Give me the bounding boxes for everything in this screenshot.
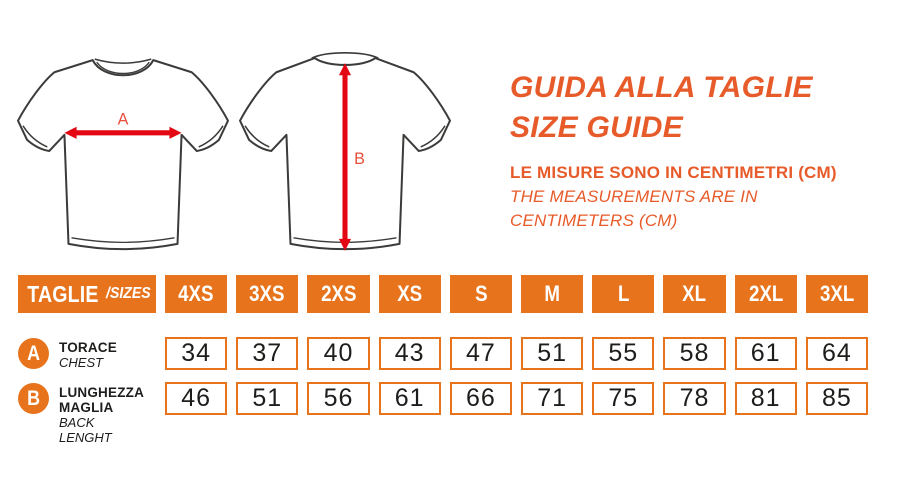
row-label-english: BACK LENGHT: [59, 415, 112, 445]
value-cell-a-2xs: 40: [307, 337, 369, 370]
size-column-label: L: [617, 281, 630, 306]
value-cell-b-2xs: 56: [307, 382, 369, 415]
table-corner-header: [18, 275, 156, 313]
value-cell-a-xl: 58: [663, 337, 725, 370]
tshirt-front-drawing: [12, 46, 234, 258]
size-column-header-2xs: [307, 275, 369, 313]
size-column-label: 3XS: [249, 281, 285, 306]
size-column-header-xl: [663, 275, 725, 313]
page-title-italian: GUIDA ALLA TAGLIE: [510, 71, 813, 104]
size-column-header-2xl: [735, 275, 797, 313]
size-column-label: 3XL: [819, 281, 855, 306]
size-table-header-row: [18, 275, 868, 313]
corner-label-english: /SIZES: [105, 285, 151, 302]
size-column-header-3xs: [236, 275, 298, 313]
size-column-header-l: [592, 275, 654, 313]
value-cell-a-3xs: 37: [236, 337, 298, 370]
row-letter: A: [27, 341, 40, 365]
size-column-label: XL: [682, 281, 707, 306]
row-label-text: [59, 382, 155, 445]
size-table-body: [18, 337, 868, 445]
value-cell-b-3xs: 51: [236, 382, 298, 415]
tshirt-back-diagram: [234, 46, 456, 258]
corner-label-italian: TAGLIE: [27, 280, 99, 307]
size-column-label: XS: [397, 281, 423, 306]
size-column-label: 2XL: [748, 281, 783, 306]
value-cell-b-m: 71: [521, 382, 583, 415]
value-cell-b-4xs: 46: [165, 382, 227, 415]
row-label-text: [59, 337, 117, 370]
size-column-header-4xs: [165, 275, 227, 313]
heading-block: [510, 68, 894, 233]
page-title-english: SIZE GUIDE: [510, 111, 684, 144]
row-label-italian: LUNGHEZZA MAGLIA: [59, 385, 144, 415]
value-cell-a-4xs: 34: [165, 337, 227, 370]
size-column-label: 2XS: [320, 281, 357, 306]
subtitle-english-line1: THE MEASUREMENTS ARE IN: [510, 187, 758, 206]
size-column-header-xs: [379, 275, 441, 313]
row-letter-badge-a: [18, 338, 49, 369]
row-header-b: [18, 382, 156, 445]
size-column-header-3xl: [806, 275, 868, 313]
size-column-label: M: [544, 281, 560, 306]
size-column-label: S: [474, 281, 488, 306]
row-letter: B: [27, 386, 40, 410]
subtitle-english-line2: CENTIMETERS (CM): [510, 211, 678, 230]
tshirt-front-diagram: [12, 46, 234, 258]
value-cell-b-xs: 61: [379, 382, 441, 415]
row-letter-badge-b: [18, 383, 49, 414]
size-column-header-s: [450, 275, 512, 313]
size-column-header-m: [521, 275, 583, 313]
measurement-b-label: B: [354, 150, 365, 169]
measurement-a-label: A: [117, 110, 129, 129]
subtitle-italian: LE MISURE SONO IN CENTIMETRI (CM): [510, 163, 837, 182]
value-cell-b-3xl: 85: [806, 382, 868, 415]
row-label-english: CHEST: [59, 355, 104, 370]
value-cell-b-xl: 78: [663, 382, 725, 415]
value-cell-a-2xl: 61: [735, 337, 797, 370]
value-cell-a-l: 55: [592, 337, 654, 370]
value-cell-a-m: 51: [521, 337, 583, 370]
row-header-a: [18, 337, 156, 370]
value-cell-a-s: 47: [450, 337, 512, 370]
value-cell-b-l: 75: [592, 382, 654, 415]
value-cell-a-xs: 43: [379, 337, 441, 370]
row-label-italian: TORACE: [59, 340, 117, 355]
value-cell-b-2xl: 81: [735, 382, 797, 415]
value-cell-a-3xl: 64: [806, 337, 868, 370]
value-cell-b-s: 66: [450, 382, 512, 415]
tshirt-back-drawing: [234, 46, 456, 258]
size-column-label: 4XS: [178, 281, 214, 306]
